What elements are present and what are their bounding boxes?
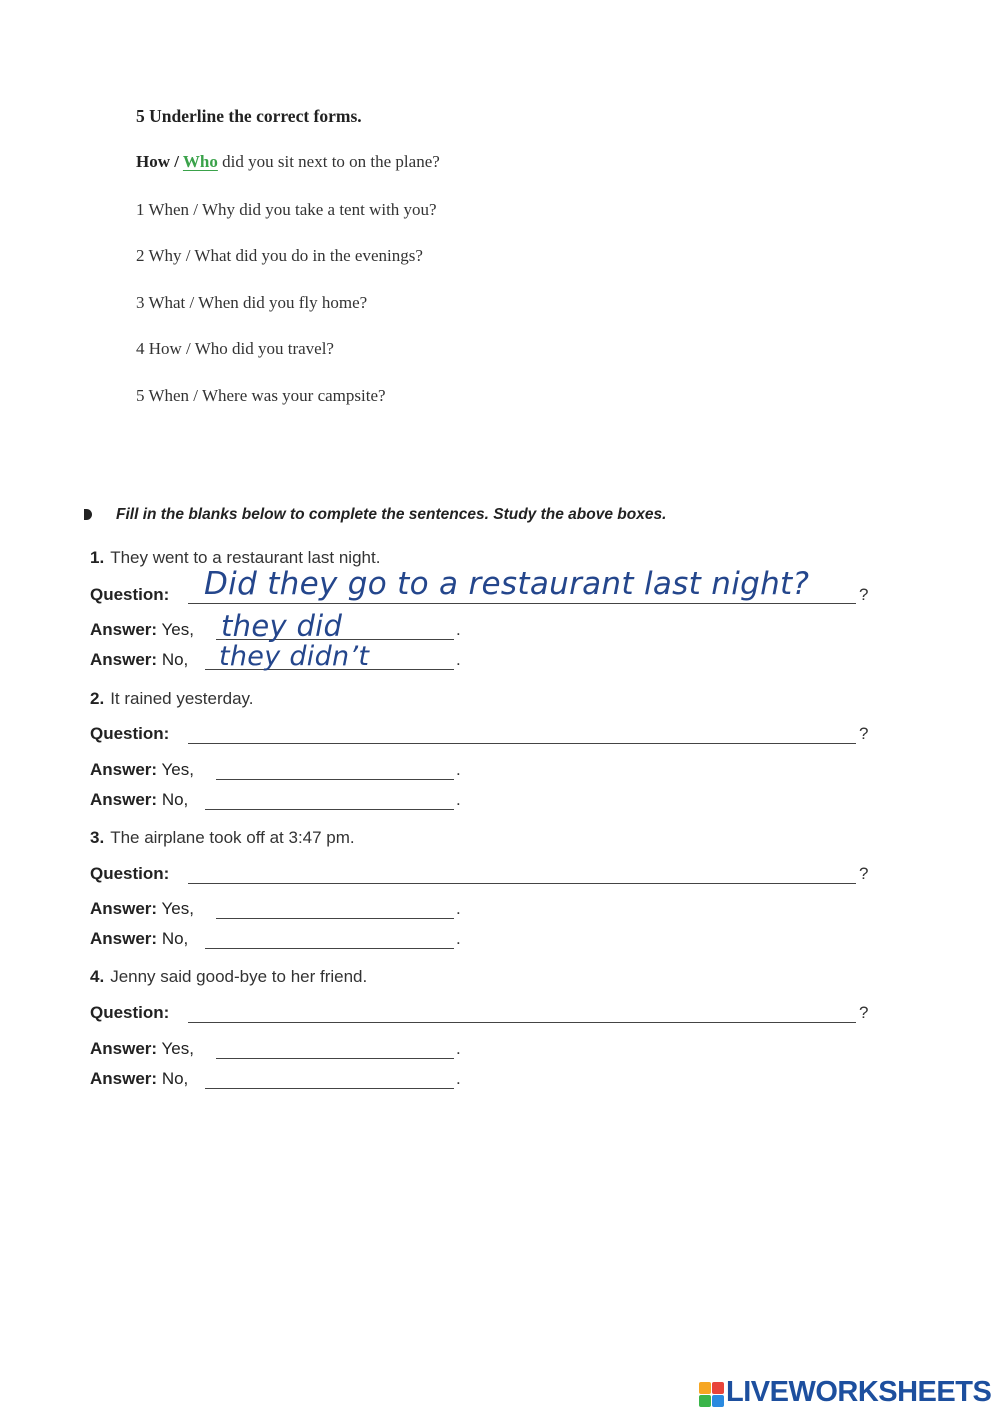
exercise-item[interactable]: 4 How / Who did you travel?	[136, 339, 334, 358]
no-answer-label: Answer: No,	[90, 1069, 189, 1088]
fill-blanks-instruction	[84, 506, 666, 524]
yes-answer-2-blank[interactable]	[216, 779, 454, 780]
no-answer-1[interactable]: they didn’t	[219, 641, 370, 672]
question-mark: ?	[859, 585, 869, 604]
question-1-blank[interactable]	[188, 603, 856, 604]
example-separator: /	[170, 152, 183, 171]
logo-square	[712, 1382, 724, 1394]
question-1-answer[interactable]: Did they go to a restaurant last night?	[204, 566, 810, 602]
question-4-blank[interactable]	[188, 1022, 856, 1023]
statement-2: 2. It rained yesterday.	[90, 689, 254, 708]
example-sentence	[136, 151, 440, 173]
yes-answer-1[interactable]: they did	[221, 609, 343, 643]
no-answer-2-blank[interactable]	[205, 809, 454, 810]
no-answer-label: Answer: No,	[90, 650, 189, 669]
question-mark: ?	[859, 724, 869, 743]
question-mark: ?	[859, 864, 869, 883]
period: .	[456, 1039, 461, 1058]
exercise-item[interactable]: 2 Why / What did you do in the evenings?	[136, 246, 423, 265]
example-option-a: How	[136, 152, 170, 171]
exercise-heading: 5 Underline the correct forms.	[136, 106, 362, 126]
period: .	[456, 899, 461, 918]
yes-answer-label: Answer: Yes,	[90, 620, 194, 639]
logo-square	[712, 1395, 724, 1407]
no-answer-label: Answer: No,	[90, 790, 189, 809]
period: .	[456, 790, 461, 809]
yes-answer-label: Answer: Yes,	[90, 899, 194, 918]
logo-square	[699, 1382, 711, 1394]
instruction-text: Fill in the blanks below to complete the sentences. Study the above boxes.	[116, 506, 667, 523]
question-label: Question:	[90, 864, 170, 883]
logo-text: LIVEWORKSHEETS	[726, 1376, 992, 1408]
question-label: Question:	[90, 585, 170, 604]
exercise-item[interactable]: 5 When / Where was your campsite?	[136, 386, 386, 405]
example-rest: did you sit next to on the plane?	[217, 152, 440, 171]
logo-icon	[699, 1382, 725, 1408]
yes-answer-3-blank[interactable]	[216, 918, 454, 919]
period: .	[456, 929, 461, 948]
statement-4: 4. Jenny said good-bye to her friend.	[90, 967, 368, 986]
logo-square	[699, 1395, 711, 1407]
no-answer-label: Answer: No,	[90, 929, 189, 948]
statement-1: 1. They went to a restaurant last night.	[90, 548, 381, 567]
question-3-blank[interactable]	[188, 883, 856, 884]
period: .	[456, 1069, 461, 1088]
period: .	[456, 760, 461, 779]
example-option-b: Who	[182, 152, 218, 171]
yes-answer-4-blank[interactable]	[216, 1058, 454, 1059]
bullet-icon	[84, 509, 92, 520]
question-mark: ?	[859, 1003, 869, 1022]
yes-answer-label: Answer: Yes,	[90, 760, 194, 779]
period: .	[456, 620, 461, 639]
question-label: Question:	[90, 1003, 170, 1022]
question-label: Question:	[90, 724, 170, 743]
yes-answer-label: Answer: Yes,	[90, 1039, 194, 1058]
exercise-5	[136, 104, 440, 405]
exercise-item[interactable]: 3 What / When did you fly home?	[136, 293, 368, 312]
no-answer-3-blank[interactable]	[205, 948, 454, 949]
statement-3: 3. The airplane took off at 3:47 pm.	[90, 828, 355, 847]
period: .	[456, 650, 461, 669]
exercise-item[interactable]: 1 When / Why did you take a tent with you?	[136, 200, 437, 219]
no-answer-4-blank[interactable]	[205, 1088, 454, 1089]
question-2-blank[interactable]	[188, 743, 856, 744]
